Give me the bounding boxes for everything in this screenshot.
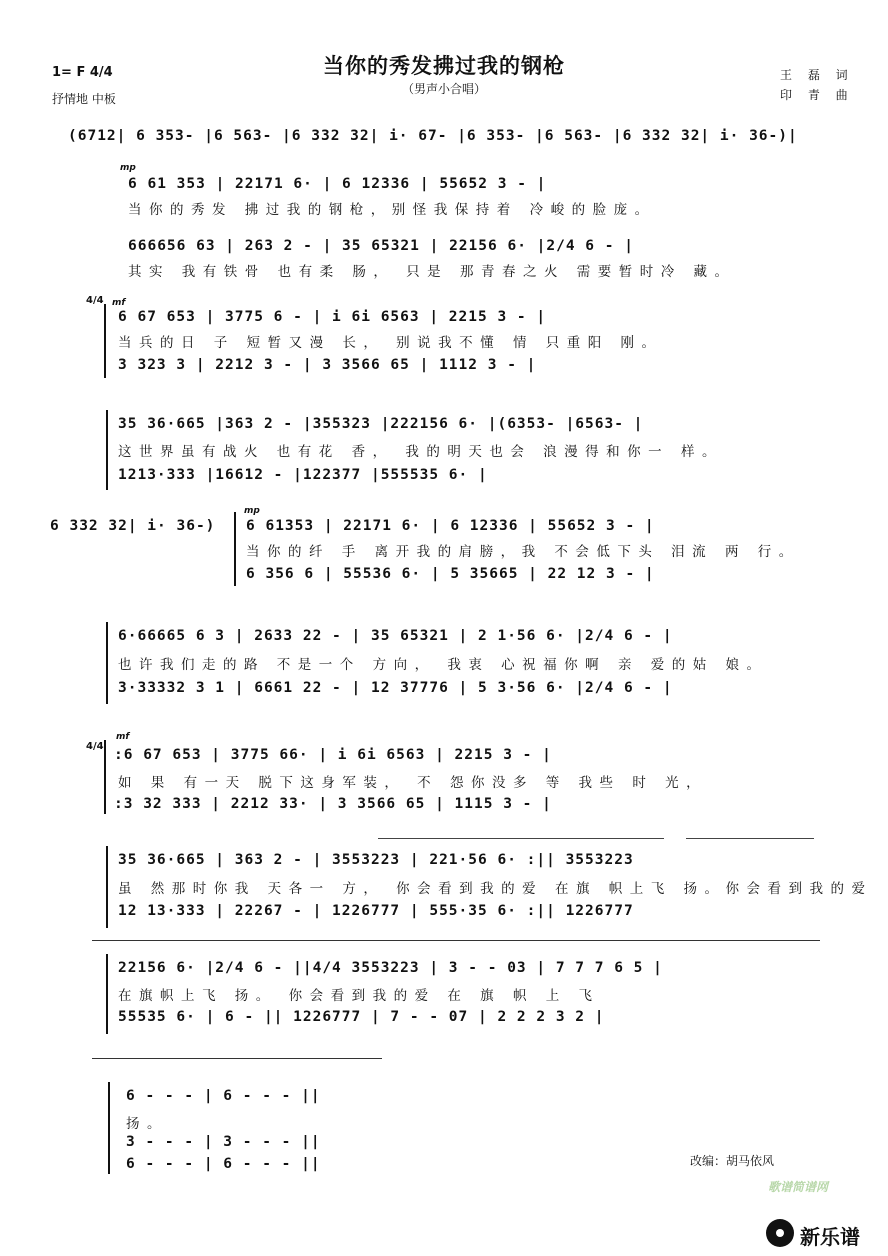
system-10-upper-notes: 22156 6· |2/4 6 - ||4/4 3553223 | 3 - - 03 | 7 7 7 6 5 | — [118, 960, 663, 976]
system-11-upper-notes: 6 - - - | 6 - - - || — [126, 1088, 321, 1104]
system-9-brace — [106, 846, 108, 928]
dynamic-mp-2: mp — [244, 506, 260, 516]
system-9-upper-notes: 35 36·665 | 363 2 - | 3553223 | 221·56 6· :|| 3553223 — [118, 852, 634, 868]
system-4-lyric: 当兵的日 子 短暂又漫 长， 别说我不懂 情 只重阳 刚。 — [118, 335, 663, 351]
system-4-upper-notes: 6 67 653 | 3775 6 - | i 6i 6563 | 2215 3 - | — [118, 309, 547, 325]
system-3-notes: 666656 63 | 263 2 - | 35 65321 | 22156 6· |2/4 6 - | — [128, 238, 634, 254]
second-ending-bracket — [686, 838, 814, 839]
site-logo — [760, 1215, 888, 1255]
system-11-lower-notes-1: 3 - - - | 3 - - - || — [126, 1134, 321, 1150]
system-2-lyric: 当你的秀发 拂过我的钢枪，别怪我保持着 冷峻的脸庞。 — [128, 202, 656, 218]
dynamic-mf-2: mf — [116, 732, 130, 742]
intro-notes: (6712| 6 353- |6 563- |6 332 32| i· 67- |6 353- |6 563- |6 332 32| i· 36-)| — [68, 128, 798, 144]
system-6-lower-notes: 6 356 6 | 55536 6· | 5 35665 | 22 12 3 - | — [246, 566, 655, 582]
system-6-brace — [234, 512, 236, 586]
system-5-upper-notes: 35 36·665 |363 2 - |355323 |222156 6· |(6353- |6563- | — [118, 416, 644, 432]
system-8-lyric: 如 果 有一天 脱下这身军装， 不 怨你没多 等 我些 时 光， — [118, 775, 708, 791]
system-7-upper-notes: 6·66665 6 3 | 2633 22 - | 35 65321 | 2 1·56 6· |2/4 6 - | — [118, 628, 673, 644]
logo-text: 新乐谱 — [800, 1225, 860, 1249]
system-3-lyric: 其实 我有铁骨 也有柔 肠， 只是 那青春之火 需要暂时冷 藏。 — [128, 264, 736, 280]
score-subtitle: （男声小合唱） — [401, 82, 486, 96]
system-2-notes: 6 61 353 | 22171 6· | 6 12336 | 55652 3 - | — [128, 176, 547, 192]
tempo-marking: 抒情地 中板 — [52, 92, 116, 106]
system-8-upper-notes: :6 67 653 | 3775 66· | i 6i 6563 | 2215 3 - | — [114, 747, 552, 763]
key-signature: 1= F 4/4 — [52, 65, 113, 80]
system-8-lower-notes: :3 32 333 | 2212 33· | 3 3566 65 | 1115 3 - | — [114, 796, 552, 812]
system-11-lower-notes-2: 6 - - - | 6 - - - || — [126, 1156, 321, 1172]
system-7-lyric: 也许我们走的路 不是一个 方向， 我衷 心祝福你啊 亲 爱的姑 娘。 — [118, 657, 768, 673]
site-watermark: 歌谱简谱网 — [768, 1180, 829, 1194]
time-signature-4-4-2: 4/4 — [86, 741, 104, 752]
system-10-brace — [106, 954, 108, 1034]
section-divider — [92, 940, 820, 941]
dynamic-mp: mp — [120, 163, 136, 173]
system-4-brace — [104, 304, 106, 378]
system-11-brace — [108, 1082, 110, 1174]
system-6-prefix-notes: 6 332 32| i· 36-) — [50, 518, 216, 534]
lyricist-credit: 王 磊 词 — [780, 68, 854, 82]
system-5-lower-notes: 1213·333 |16612 - |122377 |555535 6· | — [118, 467, 488, 483]
coda-divider — [92, 1058, 382, 1059]
time-signature-4-4: 4/4 — [86, 295, 104, 306]
system-9-lyric: 虽 然那时你我 天各一 方， 你会看到我的爱 在旗 帜上飞 扬。你会看到我的爱 — [118, 881, 873, 897]
system-4-lower-notes: 3 323 3 | 2212 3 - | 3 3566 65 | 1112 3 - | — [118, 357, 537, 373]
arranger-credit: 改编：胡马依风 — [690, 1154, 775, 1168]
composer-credit: 印 青 曲 — [780, 88, 854, 102]
system-7-brace — [106, 622, 108, 704]
system-6-lyric: 当你的纤 手 离开我的肩膀，我 不会低下头 泪流 两 行。 — [246, 544, 800, 560]
first-ending-bracket — [378, 838, 664, 839]
system-5-brace — [106, 410, 108, 490]
system-5-lyric: 这世界虽有战火 也有花 香， 我的明天也会 浪漫得和你一 样。 — [118, 444, 723, 460]
system-11-lyric: 扬。 — [126, 1116, 168, 1132]
system-9-lower-notes: 12 13·333 | 22267 - | 1226777 | 555·35 6· :|| 1226777 — [118, 903, 634, 919]
dynamic-mf: mf — [112, 298, 126, 308]
score-title: 当你的秀发拂过我的钢枪 — [323, 54, 565, 78]
system-10-lower-notes: 55535 6· | 6 - || 1226777 | 7 - - 07 | 2 2 2 3 2 | — [118, 1009, 605, 1025]
system-8-brace — [104, 740, 106, 814]
system-6-upper-notes: 6 61353 | 22171 6· | 6 12336 | 55652 3 - | — [246, 518, 655, 534]
record-disc-icon — [766, 1219, 794, 1247]
system-10-lyric: 在旗帜上飞 扬。 你会看到我的爱 在 旗 帜 上 飞 — [118, 988, 600, 1004]
system-7-lower-notes: 3·33332 3 1 | 6661 22 - | 12 37776 | 5 3·56 6· |2/4 6 - | — [118, 680, 673, 696]
